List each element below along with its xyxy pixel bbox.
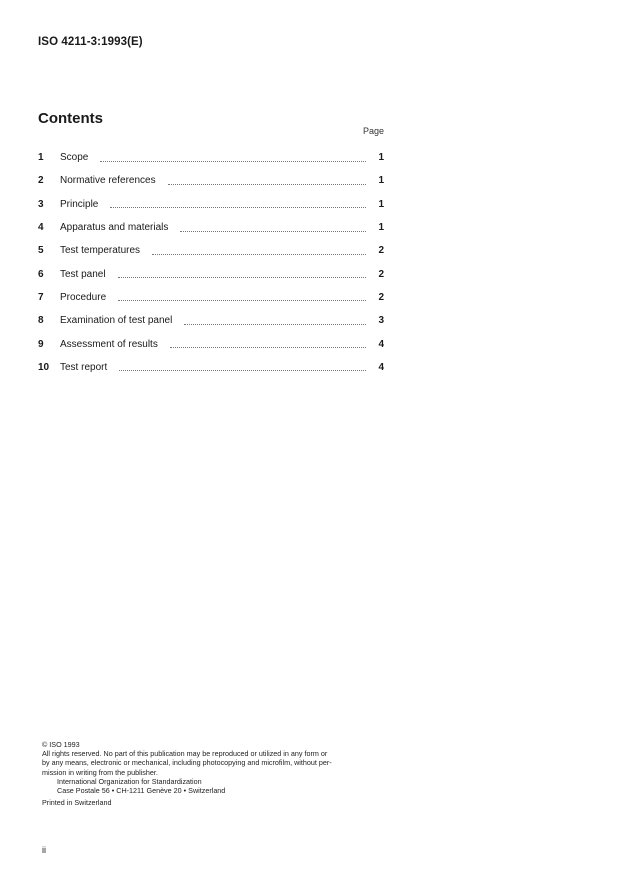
dot-leader <box>118 299 366 301</box>
toc-entry-title: Principle <box>60 198 99 210</box>
toc-entry-procedure[interactable] <box>38 286 384 309</box>
toc-entry-number: 5 <box>38 245 44 257</box>
page-column-label: Page <box>362 126 384 136</box>
dot-leader <box>180 230 366 232</box>
toc-entry-title: Test report <box>60 361 108 373</box>
toc-entry-page: 1 <box>378 222 384 234</box>
dot-leader <box>152 253 366 255</box>
copyright-notice <box>42 740 392 807</box>
toc-entry-title: Scope <box>60 152 89 164</box>
toc-entry-test-temperatures[interactable] <box>38 239 384 262</box>
toc-entry-test-panel[interactable] <box>38 262 384 285</box>
page-number: ii <box>42 845 46 855</box>
toc-entry-page: 1 <box>378 175 384 187</box>
dot-leader <box>100 160 366 162</box>
toc-entry-title: Assessment of results <box>60 338 158 350</box>
document-identifier: ISO 4211-3:1993(E) <box>38 36 143 48</box>
toc-entry-test-report[interactable] <box>38 356 384 379</box>
toc-entry-number: 1 <box>38 152 44 164</box>
toc-entry-title: Normative references <box>60 175 156 187</box>
toc-entry-number: 3 <box>38 198 44 210</box>
toc-entry-page: 1 <box>378 152 384 164</box>
copyright-line: © ISO 1993 <box>42 740 80 749</box>
toc-entry-page: 2 <box>378 268 384 280</box>
toc-entry-title: Apparatus and materials <box>60 222 169 234</box>
organization-name: International Organization for Standardization <box>57 776 202 786</box>
toc-entry-title: Test panel <box>60 268 106 280</box>
dot-leader <box>110 206 366 208</box>
toc-entry-assessment-of-results[interactable] <box>38 332 384 355</box>
dot-leader <box>168 183 366 185</box>
toc-entry-page: 3 <box>378 315 384 327</box>
dot-leader <box>119 369 366 371</box>
toc-entry-normative-references[interactable] <box>38 169 384 192</box>
toc-entry-number: 4 <box>38 222 44 234</box>
toc-entry-number: 9 <box>38 338 44 350</box>
toc-entry-page: 2 <box>378 291 384 303</box>
dot-leader <box>184 323 366 325</box>
toc-entry-number: 6 <box>38 268 44 280</box>
toc-entry-scope[interactable] <box>38 146 384 169</box>
dot-leader <box>118 276 366 278</box>
toc-entry-number: 8 <box>38 315 44 327</box>
toc-entry-page: 4 <box>378 338 384 350</box>
toc-entry-title: Test temperatures <box>60 245 141 257</box>
rights-text: by any means, electronic or mechanical, including photocopying and microfilm, without per- <box>42 758 332 768</box>
organization-address: Case Postale 56 • CH-1211 Genève 20 • Switzerland <box>57 786 226 796</box>
table-of-contents <box>38 146 384 379</box>
printed-location: Printed in Switzerland <box>42 798 112 808</box>
toc-entry-number: 2 <box>38 175 44 187</box>
toc-entry-examination-of-test-panel[interactable] <box>38 309 384 332</box>
toc-entry-number: 7 <box>38 291 44 303</box>
toc-entry-title: Examination of test panel <box>60 315 173 327</box>
dot-leader <box>170 346 366 348</box>
toc-entry-apparatus-and-materials[interactable] <box>38 216 384 239</box>
rights-text: mission in writing from the publisher. <box>42 767 158 777</box>
toc-entry-page: 4 <box>378 361 384 373</box>
toc-entry-page: 2 <box>378 245 384 257</box>
toc-entry-principle[interactable] <box>38 193 384 216</box>
toc-entry-title: Procedure <box>60 291 107 303</box>
toc-entry-number: 10 <box>38 361 50 373</box>
contents-heading: Contents <box>38 110 103 127</box>
toc-entry-page: 1 <box>378 198 384 210</box>
rights-text: All rights reserved. No part of this publication may be reproduced or utilized in any form or <box>42 749 328 759</box>
